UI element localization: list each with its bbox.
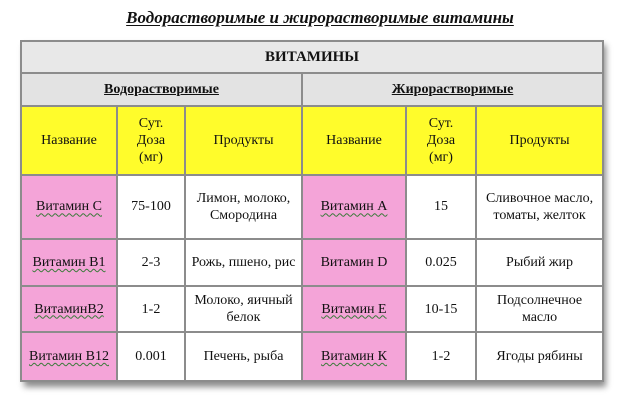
column-header-dose-line2: Доза [426, 132, 456, 148]
vitamin-name-cell: Витамин Е [302, 286, 406, 333]
main-header-cell: ВИТАМИНЫ [21, 41, 603, 73]
vitamin-name-cell: Витамин А [302, 175, 406, 240]
page-title: Водорастворимые и жирорастворимые витамины [126, 8, 514, 27]
vitamin-dose-cell: 75-100 [117, 175, 185, 240]
table-group-header-row [21, 73, 603, 105]
table-main-header-row [21, 41, 603, 73]
column-header-dose-line1: Сут. [138, 115, 164, 131]
vitamin-name-cell: Витамин В12 [21, 332, 117, 381]
column-header-dose-line3: (мг) [139, 149, 163, 165]
vitamins-table [20, 40, 604, 382]
group-header-water [21, 73, 302, 105]
column-header-products-water: Продукты [185, 106, 302, 175]
vitamin-products-cell: Подсолнечное масло [476, 286, 603, 333]
vitamin-name-cell: Витамин В1 [21, 239, 117, 286]
vitamin-products-cell: Печень, рыба [185, 332, 302, 381]
table-column-header-row [21, 106, 603, 175]
table-row [21, 286, 603, 333]
vitamin-products-cell: Ягоды рябины [476, 332, 603, 381]
vitamins-table-container [20, 40, 602, 382]
table-row [21, 332, 603, 381]
vitamin-dose-cell: 1-2 [406, 332, 476, 381]
vitamin-name-cell: Витамин D [302, 239, 406, 286]
column-header-dose-line3: (мг) [429, 149, 453, 165]
column-header-dose-water [117, 106, 185, 175]
vitamin-products-cell: Молоко, яичный белок [185, 286, 302, 333]
vitamin-dose-cell: 0.001 [117, 332, 185, 381]
vitamin-dose-cell: 15 [406, 175, 476, 240]
vitamin-name-cell: Витамин С [21, 175, 117, 240]
column-header-products-fat: Продукты [476, 106, 603, 175]
vitamin-products-cell: Сливочное масло, томаты, желток [476, 175, 603, 240]
group-header-water-label: Водорастворимые [104, 82, 219, 98]
vitamin-dose-cell: 1-2 [117, 286, 185, 333]
vitamin-name-cell: ВитаминВ2 [21, 286, 117, 333]
vitamin-products-cell: Рыбий жир [476, 239, 603, 286]
group-header-fat [302, 73, 603, 105]
vitamin-name-cell: Витамин К [302, 332, 406, 381]
column-header-dose-fat [406, 106, 476, 175]
table-row [21, 175, 603, 240]
vitamin-dose-cell: 0.025 [406, 239, 476, 286]
table-row [21, 239, 603, 286]
column-header-dose-line2: Доза [136, 132, 166, 148]
group-header-fat-label: Жирорастворимые [391, 82, 514, 98]
column-header-name-water: Название [21, 106, 117, 175]
vitamin-dose-cell: 2-3 [117, 239, 185, 286]
vitamin-products-cell: Рожь, пшено, рис [185, 239, 302, 286]
vitamin-dose-cell: 10-15 [406, 286, 476, 333]
column-header-name-fat: Название [302, 106, 406, 175]
column-header-dose-line1: Сут. [428, 115, 454, 131]
vitamin-products-cell: Лимон, молоко, Смородина [185, 175, 302, 240]
